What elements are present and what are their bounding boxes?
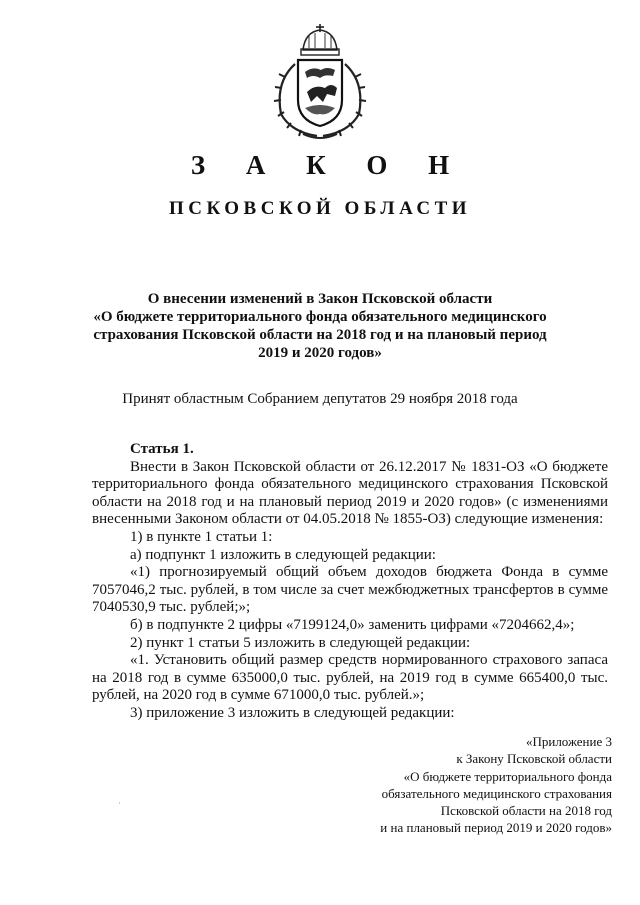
subject-line: 2019 и 2020 годов» — [258, 345, 382, 361]
appendix-line: и на плановый период 2019 и 2020 годов» — [380, 820, 612, 836]
paragraph: Внести в Закон Псковской области от 26.12.2017 № 1831-ОЗ «О бюджете территориального фонда обязательного медицинского страхования Псковской области на 2018 год и на плановый период 2019 и 2020 годов» (с изменениями внесенными Законом области от 04.05.2018 № 1855-ОЗ) следующие изменения: — [92, 458, 608, 528]
subject-line: «О бюджете территориального фонда обязательного медицинского — [93, 309, 547, 325]
coat-of-arms-emblem — [265, 22, 375, 142]
appendix-line: Псковской области на 2018 год — [440, 803, 612, 819]
subject-line: страхования Псковской области на 2018 год и на плановый период — [93, 327, 547, 343]
law-title: З А К О Н — [190, 150, 467, 180]
paragraph: 3) приложение 3 изложить в следующей редакции: — [130, 704, 455, 721]
appendix-line: «О бюджете территориального фонда — [403, 768, 612, 784]
appendix-line: обязательного медицинского страхования — [381, 785, 612, 801]
article-body — [92, 441, 608, 723]
region-title: ПСКОВСКОЙ ОБЛАСТИ — [168, 198, 472, 219]
appendix-reference — [312, 733, 612, 837]
paragraph: 2) пункт 1 статьи 5 изложить в следующей редакции: — [130, 634, 471, 651]
stray-mark: · — [118, 798, 121, 808]
subject-line: О внесении изменений в Закон Псковской области — [147, 291, 493, 307]
paragraph: б) в подпункте 2 цифры «7199124,0» заменить цифрами «7204662,4»; — [130, 616, 575, 633]
appendix-line: «Приложение 3 — [525, 734, 612, 749]
adoption-statement: Принят областным Собранием депутатов 29 ноября 2018 года — [122, 391, 518, 407]
paragraph: «1. Установить общий размер средств нормированного страхового запаса на 2018 год в сумме 635000,0 тыс. рублей, на 2019 год в сумме 665400,0 тыс. рублей, на 2020 год в сумме 671000,0 тыс. рублей.»; — [92, 652, 608, 704]
paragraph: а) подпункт 1 изложить в следующей редакции: — [130, 546, 436, 563]
appendix-line: к Закону Псковской области — [456, 751, 612, 767]
paragraph: 1) в пункте 1 статьи 1: — [130, 528, 273, 545]
article-heading: Статья 1. — [130, 441, 194, 457]
paragraph: «1) прогнозируемый общий объем доходов бюджета Фонда в сумме 7057046,2 тыс. рублей, в том числе за счет межбюджетных трансфертов в сумме 7040530,9 тыс. рублей;»; — [92, 564, 608, 616]
law-subject — [90, 290, 550, 362]
